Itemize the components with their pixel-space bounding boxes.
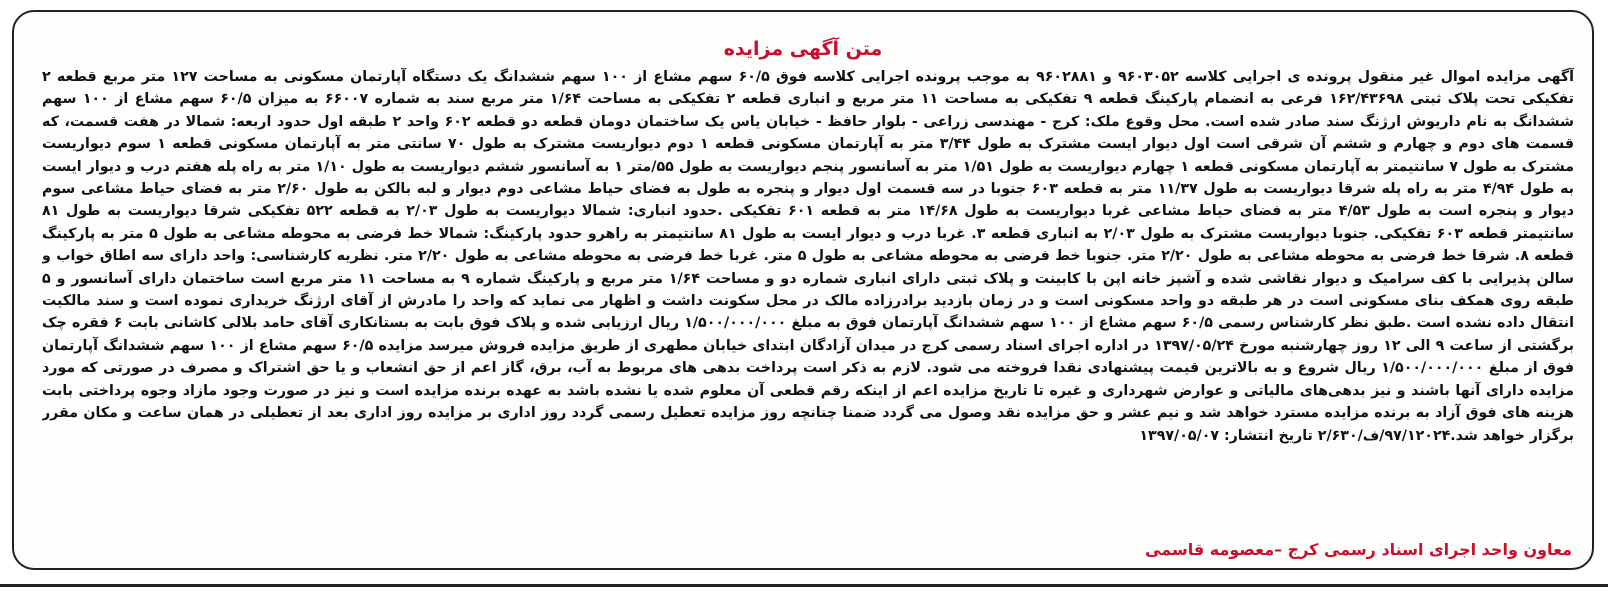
notice-title: متن آگهی مزایده xyxy=(723,38,883,60)
bottom-divider xyxy=(0,584,1608,587)
notice-body: آگهی مزایده اموال غیر منقول پرونده ی اجرایی کلاسه ۹۶۰۳۰۵۲ و ۹۶۰۲۸۸۱ به موجب پرونده اجرایی کلاسه فوق ۶۰/۵ سهم مشاع از ۱۰۰ سهم ششدانگ یک دستگاه آپارتمان مسکونی به مساحت ۱۲۷ متر مربع قطعه ۲ تفکیکی تحت پلاک ثبتی ۱۶۲/۴۳۶۹۸ فرعی به انضمام پارکینگ قطعه ۹ تفکیکی به مساحت ۱۱ متر مربع و انباری قطعه ۲ تفکیکی به مساحت ۱/۶۴ متر مربع سند به شماره ۶۶۰۰۷ به میزان ۶۰/۵ سهم مشاع از ۱۰۰ سهم ششدانگ به نام داریوش ارژنگ سند صادر شده است. محل وقوع ملک: کرج - مهندسی زراعی - بلوار حافظ - خیابان یاس یک ساختمان دومان قطعه دو قطعه ۶۰۲ واحد ۲ طبقه اول حدود اربعه: شمالا در هفت قسمت، که قسمت های دوم و چهارم و ششم آن شرقی است اول دیوار ایست مشترک به طول ۳/۴۴ متر به آپارتمان مسکونی قطعه ۱ دوم دیواریست مشترک به طول ۷۰ سانتی متر به آپارتمان مسکونی قطعه ۱ سوم دیواریست مشترک به طول ۷ سانتیمتر به آپارتمان مسکونی قطعه ۱ چهارم دیواریست به طول ۱/۵۱ متر به آسانسور پنجم دیواریست به طول ۵۵/متر ۱ به آسانسور ششم دیواریست به طول ۱/۱۰ متر به راه پله هفتم درب و دیوار ایست به طول ۴/۹۴ متر به راه پله شرقا دیواریست به طول ۱۱/۳۷ متر به قطعه ۶۰۳ جنوبا در سه قسمت اول دیوار و پنجره به طول به فضای حیاط مشاعی دوم دیوار و لبه بالکن به طول ۲/۶۰ متر به فضای حیاط مشاعی سوم دیوار و پنجره است به طول ۴/۵۳ متر به فضای حیاط مشاعی غربا دیواریست به طول ۱۴/۶۸ متر به قطعه ۶۰۱ تفکیکی .حدود انباری: شمالا دیواریست به طول ۲/۰۳ به قطعه ۵۲۲ تفکیکی شرقا دیواریست به طول ۸۱ سانتیمتر قطعه ۶۰۳ تفکیکی. جنوبا دیواریست مشترک به طول ۲/۰۳ به انباری قطعه ۳. غربا درب و دیوار ایست به طول ۸۱ سانتیمتر به راهرو حدود پارکینگ: شمالا خط فرضی به محوطه مشاعی به طول ۵ متر به پارکینگ قطعه ۸. شرقا خط فرضی به محوطه مشاعی به طول ۲/۲۰ متر. جنوبا خط فرضی به محوطه مشاعی به طول ۵ متر. غربا خط فرضی به محوطه مشاعی به طول ۲/۲۰ متر. نظریه کارشناسی: واحد دارای سه اطاق خواب و سالن پذیرایی با کف سرامیک و دیوار نقاشی شده و آشپز خانه اپن با کابینت و پلاک ثبتی دارای انباری شماره دو و مساحت ۱/۶۴ متر مربع و پارکینگ شماره ۹ به مساحت ۱۱ متر مربع است ساختمان دارای آسانسور و ۵ طبقه روی همکف بنای مسکونی است در هر طبقه دو واحد مسکونی است و در زمان بازدید برادرزاده مالک در محل سکونت داشت و اظهار می نماید که واحد را مادرش از آقای ارژنگ خریداری نموده است و سند مالکیت انتقال داده نشده است .طبق نظر کارشناس رسمی ۶۰/۵ سهم مشاع از ۱۰۰ سهم ششدانگ آپارتمان فوق به مبلغ ۱/۵۰۰/۰۰۰/۰۰۰ ریال ارزیابی شده و پلاک فوق بابت به بستانکاری آقای حامد بلالی کاشانی بابت ۶ فقره چک برگشتی از ساعت ۹ الی ۱۲ روز چهارشنبه مورخ ۱۳۹۷/۰۵/۲۴ در اداره اجرای اسناد رسمی کرج در میدان آزادگان ابتدای خیابان مطهری از طریق مزایده فروش میرسد مزایده ۶۰/۵ سهم مشاع از ۱۰۰ سهم ششدانگ آپارتمان فوق از مبلغ ۱/۵۰۰/۰۰۰/۰۰۰ ریال شروع و به بالاترین قیمت پیشنهادی نقدا فروخته می شود. لازم به ذکر است پرداخت بدهی های مربوط به آب، برق، گاز اعم از حق انشعاب و یا حق اشتراک و مصرف در صورتی که مورد مزایده دارای آنها باشند و نیز بدهی‌های مالیاتی و عوارض شهرداری و غیره تا تاریخ مزایده اعم از اینکه رقم قطعی آن معلوم شده یا نشده باشد به عهده برنده مزایده است و نیز در صورت وجود مازاد وجوه پرداختی بابت هزینه های فوق آزاد به برنده مزایده مسترد خواهد شد و نیم عشر و حق مزایده نقد وصول می گردد ضمنا چنانچه روز مزایده تعطیل رسمی گردد روز اداری بر مزایده روز اداری بعد از تعطیلی در همان ساعت و مکان مقرر برگزار خواهد شد.۹۷/۱۲۰۲۴/ف/۲/۶۳۰ تاریخ انتشار: ۱۳۹۷/۰۵/۰۷ xyxy=(42,69,1574,444)
notice-signature: معاون واحد اجرای اسناد رسمی کرج –معصومه قاسمی xyxy=(1145,540,1572,559)
auction-notice xyxy=(12,10,1594,570)
